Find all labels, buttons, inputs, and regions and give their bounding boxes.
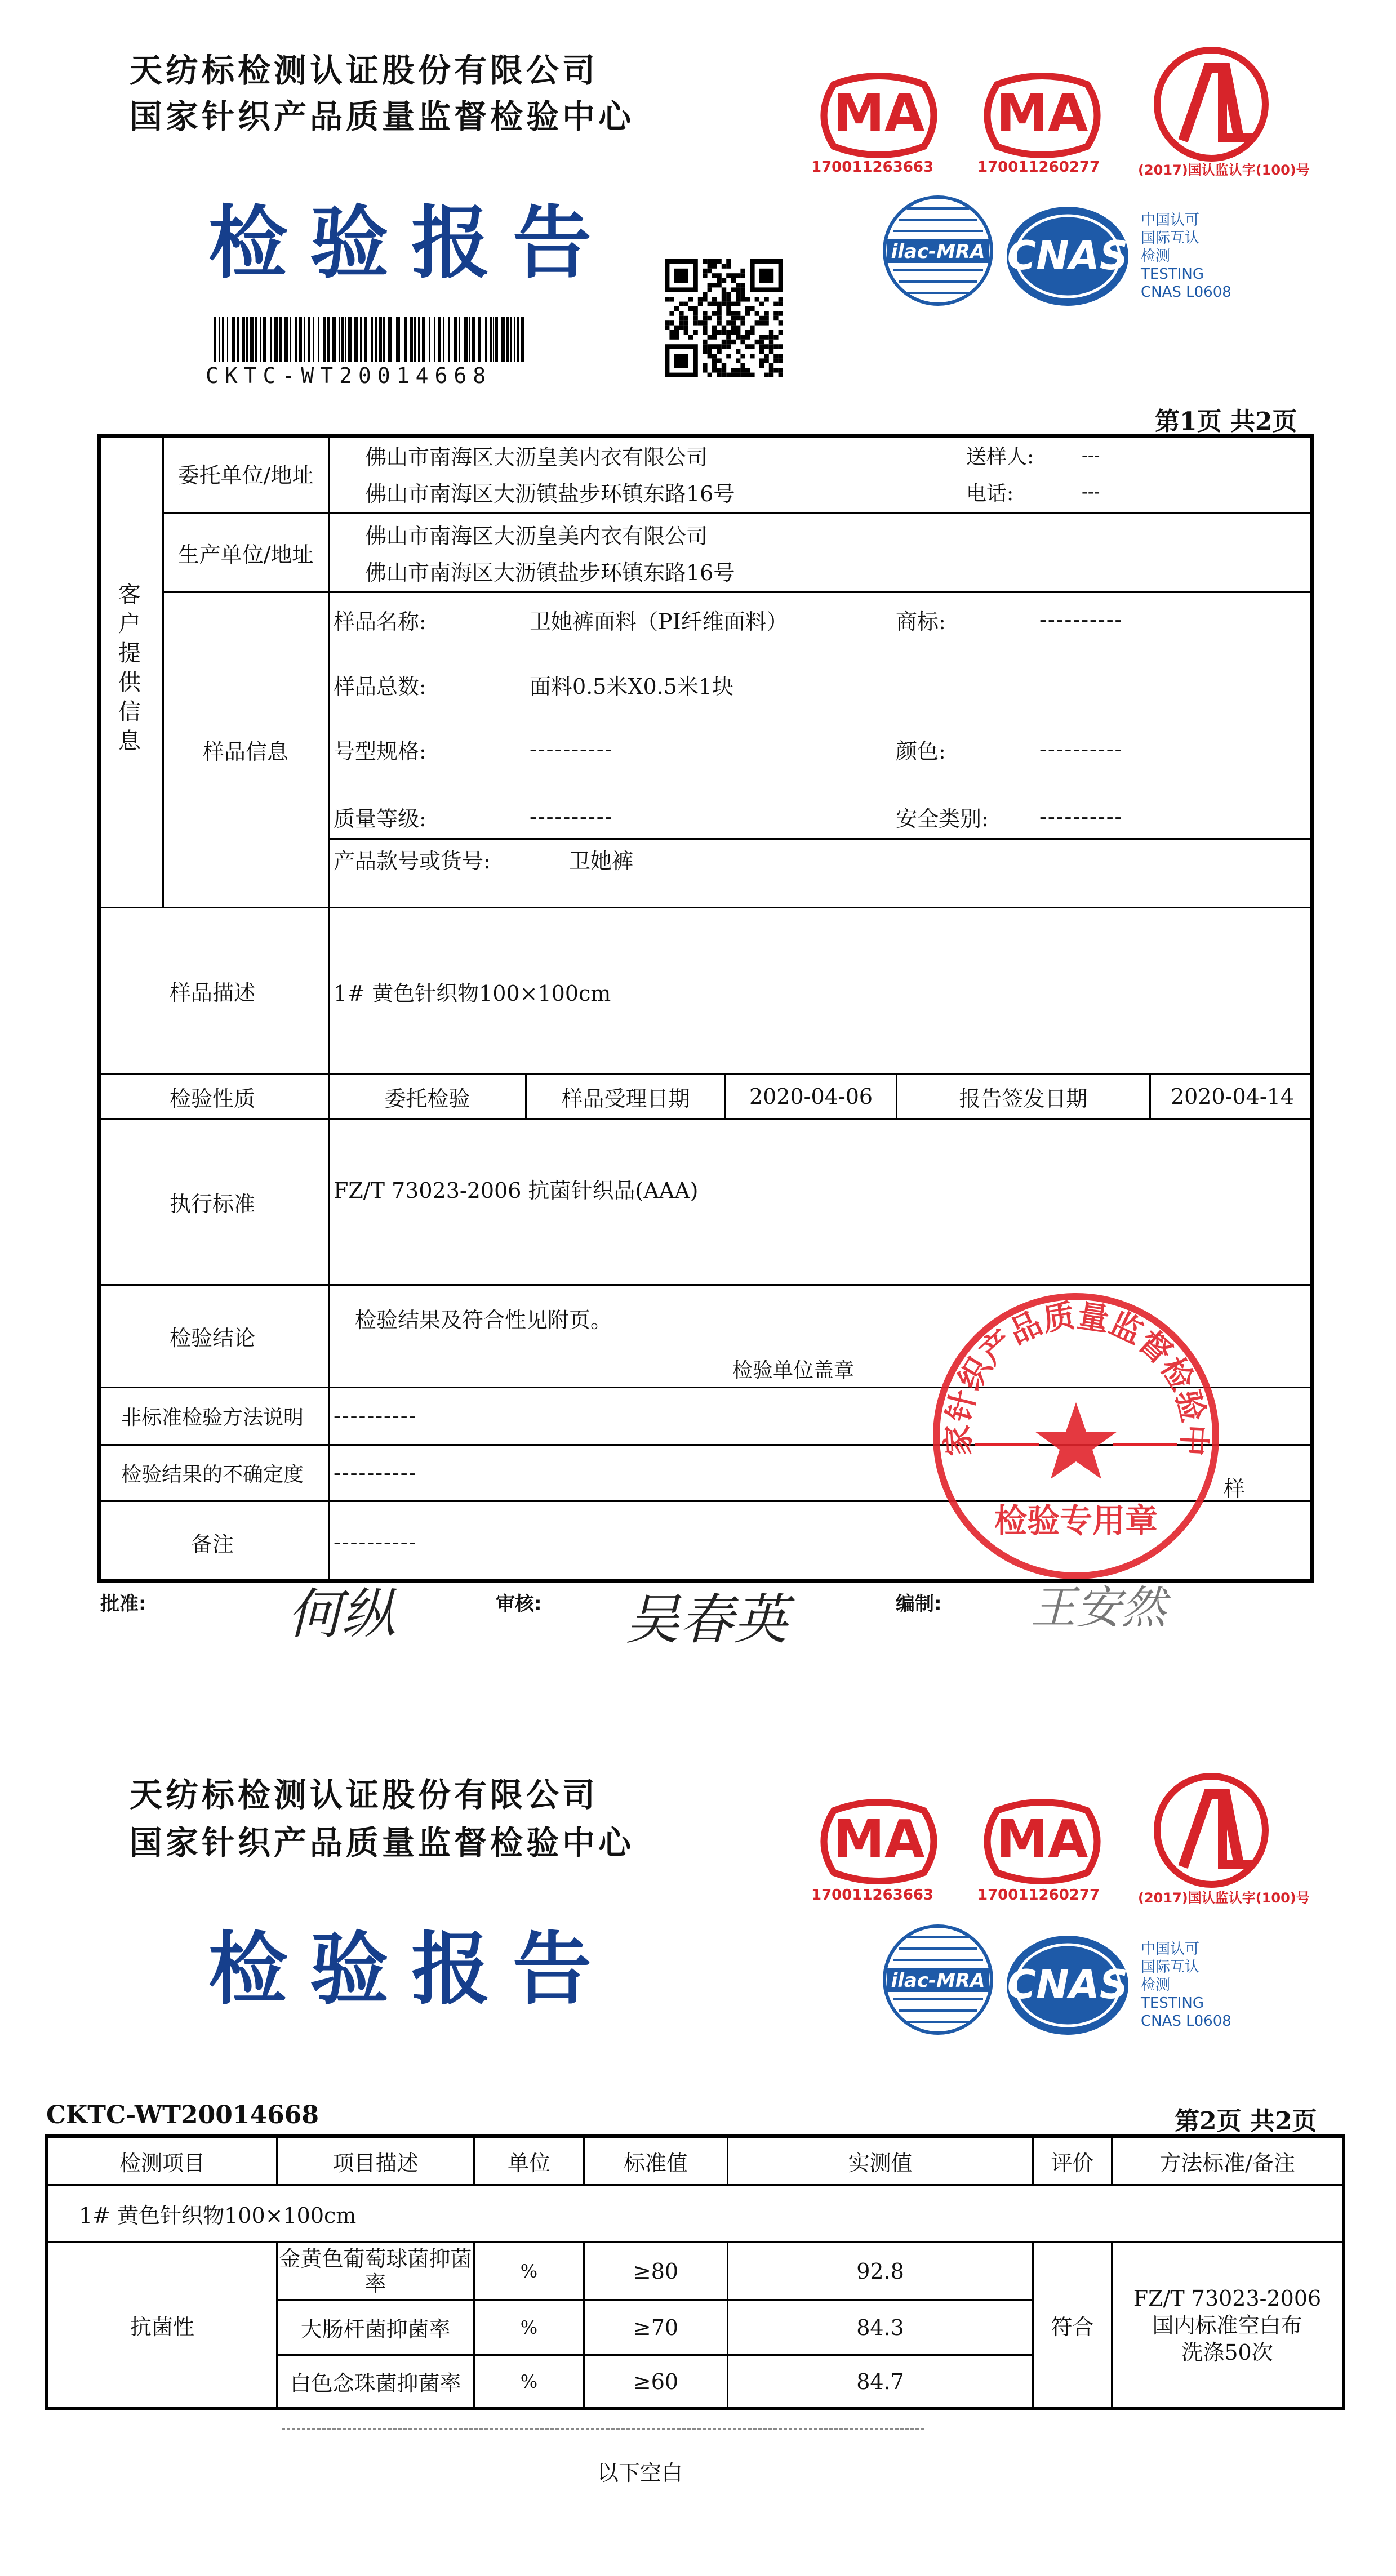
cnas-caption-p2 <box>1141 1940 1231 2030</box>
producer-name: 佛山市南海区大沥皇美内衣有限公司 <box>365 523 708 549</box>
sample-qty-label: 样品总数: <box>334 674 426 699</box>
style-label: 产品款号或货号: <box>334 848 491 873</box>
sample-row: 1# 黄色针织物100×100cm <box>79 2203 357 2228</box>
org-name-line1-p2: 天纺标检测认证股份有限公司 <box>130 1776 599 1814</box>
report-title-p2: 检验报告 <box>208 1923 615 2016</box>
table-row-value: 84.3 <box>856 2315 904 2340</box>
cnas-cn-3: 检测 <box>1141 248 1171 265</box>
safety-value: ---------- <box>1039 804 1123 829</box>
sender-value: --- <box>1082 444 1100 466</box>
client-address: 佛山市南海区大沥镇盐步环镇东路16号 <box>365 481 735 506</box>
desc-label: 样品描述 <box>169 980 255 1005</box>
cma-logo-icon <box>975 68 1110 163</box>
qr-code-icon <box>665 259 783 377</box>
client-label: 委托单位/地址 <box>177 462 314 488</box>
side-char: 信 <box>118 699 141 725</box>
cal-number: (2017)国认监认字(100)号 <box>1138 162 1310 178</box>
svg-text:MA: MA <box>833 83 925 143</box>
review-signature: 吴春英 <box>625 1588 788 1651</box>
header-method: 方法标准/备注 <box>1159 2150 1295 2176</box>
svg-text:MA: MA <box>996 1809 1088 1869</box>
table-row-std: ≥70 <box>633 2315 679 2340</box>
cnas-en-2: CNAS L0608 <box>1141 284 1231 301</box>
svg-text:检验专用章: 检验专用章 <box>994 1501 1158 1540</box>
nonstd-value: ---------- <box>334 1403 417 1428</box>
approve-signature: 何纵 <box>287 1583 395 1646</box>
phone-value: --- <box>1082 481 1100 502</box>
item-antibacterial: 抗菌性 <box>130 2315 194 2339</box>
nature-label: 检验性质 <box>169 1086 255 1111</box>
compile-label: 编制: <box>896 1593 942 1615</box>
side-char: 息 <box>118 728 141 754</box>
org-name-line2-p2: 国家针织产品质量监督检验中心 <box>130 1824 635 1862</box>
barcode-text: CKTC-WT20014668 <box>206 363 492 388</box>
method-line: 国内标准空白布 <box>1152 2312 1302 2338</box>
side-char: 提 <box>118 640 141 666</box>
standard-value: FZ/T 73023-2006 抗菌针织品(AAA) <box>334 1178 699 1203</box>
divider <box>282 2428 924 2430</box>
client-name: 佛山市南海区大沥皇美内衣有限公司 <box>365 444 708 470</box>
header-value: 实测值 <box>848 2150 913 2176</box>
uncertainty-label: 检验结果的不确定度 <box>121 1463 304 1486</box>
approve-label: 批准: <box>100 1593 146 1615</box>
issue-label: 报告签发日期 <box>959 1086 1088 1111</box>
cma-logo-icon <box>811 68 946 163</box>
org-name-line1: 天纺标检测认证股份有限公司 <box>130 51 599 90</box>
method-line: FZ/T 73023-2006 <box>1133 2285 1322 2311</box>
cnas-en-2: CNAS L0608 <box>1141 2013 1231 2030</box>
svg-text:MA: MA <box>996 83 1088 143</box>
side-char: 供 <box>118 670 141 696</box>
review-label: 审核: <box>496 1593 542 1615</box>
cal-logo-icon <box>1149 45 1273 163</box>
sample-name-label: 样品名称: <box>334 609 426 634</box>
table-row-value: 92.8 <box>856 2258 904 2284</box>
cnas-cn-2: 国际互认 <box>1141 1959 1200 1976</box>
table-row-value: 84.7 <box>856 2369 904 2394</box>
header-desc: 项目描述 <box>332 2150 419 2176</box>
cal-logo-icon <box>1149 1771 1273 1889</box>
producer-address: 佛山市南海区大沥镇盐步环镇东路16号 <box>365 560 735 585</box>
color-label: 颜色: <box>896 738 946 764</box>
desc-value: 1# 黄色针织物100×100cm <box>334 981 611 1006</box>
svg-text:ilac-MRA: ilac-MRA <box>891 1969 985 1992</box>
table-row-desc: 大肠杆菌抑菌率 <box>300 2317 451 2342</box>
inspection-seal-stamp <box>930 1290 1222 1583</box>
page-number: 第1页 共2页 <box>1155 407 1297 436</box>
cma1-number: 170011263663 <box>811 159 934 176</box>
standard-label: 执行标准 <box>169 1191 255 1216</box>
uncertainty-value: ---------- <box>334 1460 417 1485</box>
method-line: 洗涤50次 <box>1181 2339 1273 2365</box>
table-row-unit: % <box>520 2316 538 2338</box>
page-number-p2: 第2页 共2页 <box>1175 2107 1317 2136</box>
cma2-number: 170011260277 <box>977 159 1100 176</box>
ilac-mra-logo-icon <box>882 1915 994 2044</box>
report-title: 检验报告 <box>208 197 615 289</box>
remark-label: 备注 <box>190 1531 234 1557</box>
model-value: ---------- <box>530 737 613 761</box>
svg-text:国家针织产品质量监督检验中心: 家针织产品质量监督检验中 <box>939 1298 1213 1458</box>
conclusion-label: 检验结论 <box>169 1325 255 1351</box>
sender-label: 送样人: <box>966 445 1034 469</box>
cnas-cn-1: 中国认可 <box>1141 1941 1200 1958</box>
producer-label: 生产单位/地址 <box>177 542 314 567</box>
blank-note: 以下空白 <box>597 2461 683 2485</box>
grade-label: 质量等级: <box>334 806 426 831</box>
table-row-desc: 金黄色葡萄球菌抑菌率 <box>279 2246 472 2296</box>
cnas-cn-3: 检测 <box>1141 1977 1171 1994</box>
compile-signature: 王安然 <box>1031 1581 1166 1634</box>
table-row-unit: % <box>520 2370 538 2392</box>
svg-text:CNAS: CNAS <box>1007 233 1128 279</box>
sample-qty-value: 面料0.5米X0.5米1块 <box>530 674 734 699</box>
safety-label: 安全类别: <box>896 806 989 831</box>
svg-text:ilac-MRA: ilac-MRA <box>891 240 985 263</box>
org-name-line2: 国家针织产品质量监督检验中心 <box>130 97 635 136</box>
cnas-en-1: TESTING <box>1141 1995 1204 2012</box>
cnas-logo-icon <box>1003 203 1132 310</box>
grade-value: ---------- <box>530 804 613 829</box>
side-char: 户 <box>118 611 141 637</box>
style-value: 卫她裤 <box>569 848 634 873</box>
cma2-number-p2: 170011260277 <box>977 1887 1100 1904</box>
cnas-cn-2: 国际互认 <box>1141 230 1200 247</box>
brand-label: 商标: <box>896 609 946 634</box>
issue-value: 2020-04-14 <box>1170 1084 1295 1109</box>
seal-note: 检验单位盖章 <box>732 1358 855 1382</box>
brand-value: ---------- <box>1039 607 1123 632</box>
table-row-unit: % <box>520 2260 538 2282</box>
header-eval: 评价 <box>1051 2150 1094 2176</box>
sample-info-label: 样品信息 <box>202 739 288 764</box>
barcode <box>214 317 524 362</box>
header-std: 标准值 <box>623 2150 688 2176</box>
cma1-number-p2: 170011263663 <box>811 1887 934 1904</box>
cnas-caption <box>1141 211 1231 301</box>
conclusion-value: 检验结果及符合性见附页。 <box>355 1307 612 1332</box>
cma-logo-icon <box>811 1794 946 1889</box>
nonstd-label: 非标准检验方法说明 <box>121 1406 304 1429</box>
receive-value: 2020-04-06 <box>749 1084 873 1109</box>
svg-text:MA: MA <box>833 1809 925 1869</box>
phone-label: 电话: <box>966 482 1014 505</box>
cnas-cn-1: 中国认可 <box>1141 212 1200 229</box>
cal-number-p2: (2017)国认监认字(100)号 <box>1138 1890 1310 1906</box>
cma-logo-icon <box>975 1794 1110 1889</box>
ilac-mra-logo-icon <box>882 186 994 315</box>
evaluation-value: 符合 <box>1051 2315 1094 2339</box>
method-standard <box>1113 2243 1342 2407</box>
header-item: 检测项目 <box>119 2150 205 2176</box>
cnas-logo-icon <box>1003 1932 1132 2039</box>
nature-value: 委托检验 <box>384 1086 470 1111</box>
model-label: 号型规格: <box>334 738 426 764</box>
side-char: 客 <box>118 582 141 608</box>
side-char-sample: 样 <box>1224 1476 1246 1501</box>
table-row-std: ≥80 <box>633 2258 679 2284</box>
svg-text:CNAS: CNAS <box>1007 1962 1128 2008</box>
header-unit: 单位 <box>507 2150 550 2176</box>
report-number: CKTC-WT20014668 <box>46 2101 319 2129</box>
table-row-desc: 白色念珠菌抑菌率 <box>290 2371 461 2396</box>
color-value: ---------- <box>1039 737 1123 761</box>
sample-name-value: 卫她裤面料（PI纤维面料） <box>530 609 788 634</box>
remark-value: ---------- <box>334 1530 417 1554</box>
receive-label: 样品受理日期 <box>561 1086 690 1111</box>
table-row-std: ≥60 <box>633 2369 679 2394</box>
cnas-en-1: TESTING <box>1141 266 1204 283</box>
section-customer-info <box>101 580 158 756</box>
